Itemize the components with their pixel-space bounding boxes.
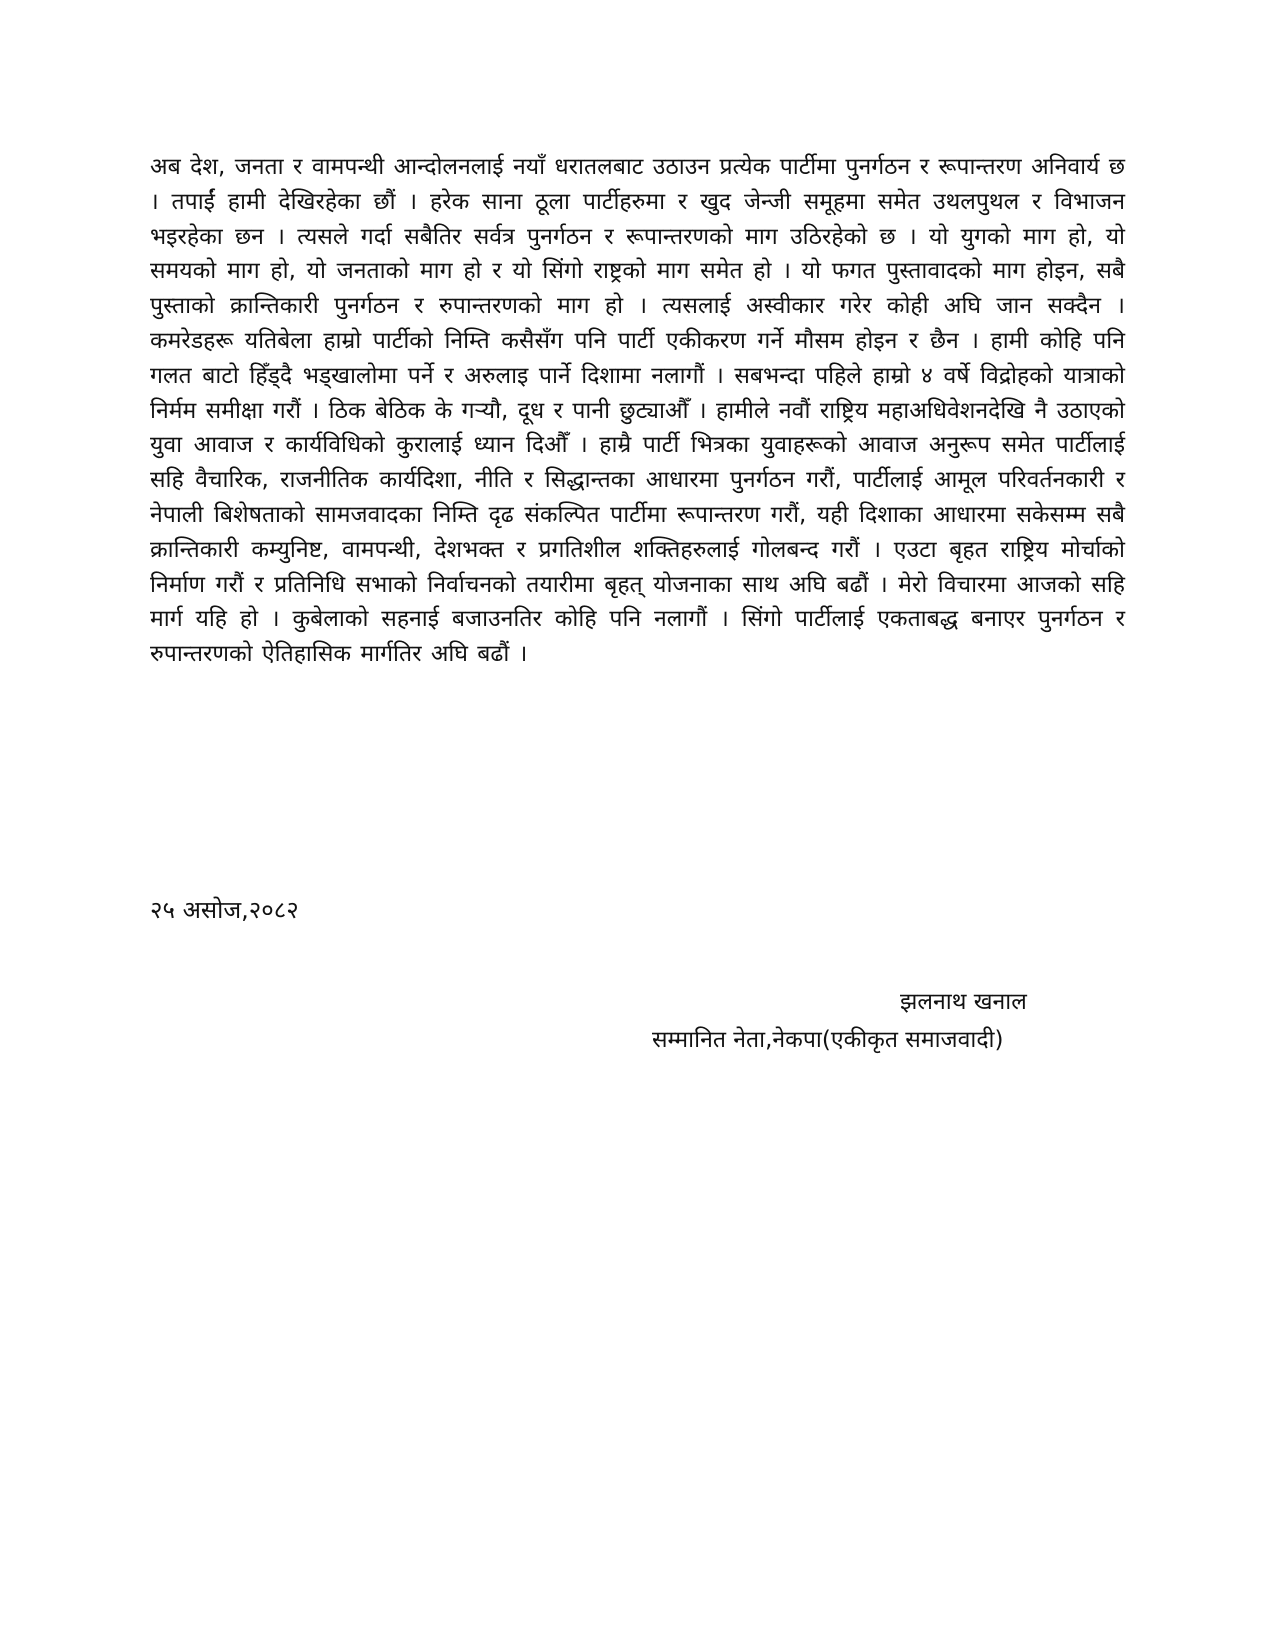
statement-date: २५ असोज,२०८२ bbox=[150, 896, 299, 924]
statement-body: अब देश, जनता र वामपन्थी आन्दोलनलाई नयाँ धरातलबाट उठाउन प्रत्येक पार्टीमा पुनर्गठन र रूपान्तरण अनिवार्य छ । तपाईं हामी देखिरहेका छौं । हरेक साना ठूला पार्टीहरुमा र खुद जेन्जी समूहमा समेत उथलपुथल र विभाजन भइरहेका छन । त्यसले गर्दा सबैतिर सर्वत्र पुनर्गठन र रूपान्तरणको माग उठिरहेको छ । यो युगको माग हो, यो समयको माग हो, यो जनताको माग हो र यो सिंगो राष्ट्रको माग समेत हो । यो फगत पुस्तावादको माग होइन, सबै पुस्ताको क्रान्तिकारी पुनर्गठन र रुपान्तरणको माग हो । त्यसलाई अस्वीकार गरेर कोही अघि जान सक्दैन । कमरेडहरू यतिबेला हाम्रो पार्टीको निम्ति कसैसँग पनि पार्टी एकीकरण गर्ने मौसम होइन र छैन । हामी कोहि पनि गलत बाटो हिँड्दै भड्खालोमा पर्ने र अरुलाइ पार्ने दिशामा नलागौं । सबभन्दा पहिले हाम्रो ४ वर्षे विद्रोहको यात्राको निर्मम समीक्षा गरौं । ठिक बेठिक के गर्‍यौ, दूध र पानी छुट्याऔँ । हामीले नवौं राष्ट्रिय महाअधिवेशनदेखि नै उठाएको युवा आवाज र कार्यविधिको कुरालाई ध्यान दिऔँ । हाम्रै पार्टी भित्रका युवाहरूको आवाज अनुरूप समेत पार्टीलाई सहि वैचारिक, राजनीतिक कार्यदिशा, नीति र सिद्धान्तका आधारमा पुनर्गठन गरौं, पार्टीलाई आमूल परिवर्तनकारी र नेपाली बिशेषताको सामजवादका निम्ति दृढ संकल्पित पार्टीमा रूपान्तरण गरौं, यही दिशाका आधारमा सकेसम्म सबै क्रान्तिकारी कम्युनिष्ट, वामपन्थी, देशभक्त र प्रगतिशील शक्तिहरुलाई गोलबन्द गरौं । एउटा बृहत राष्ट्रिय मोर्चाको निर्माण गरौं र प्रतिनिधि सभाको निर्वाचनको तयारीमा बृहत् योजनाका साथ अघि बढौं । मेरो विचारमा आजको सहि मार्ग यहि हो । कुबेलाको सहनाई बजाउनतिर कोहि पनि नलागौं । सिंगो पार्टीलाई एकताबद्ध बनाएर पुनर्गठन र रुपान्तरणको ऐतिहासिक मार्गतिर अघि बढौं । bbox=[150, 154, 1125, 668]
signatory-name: झलनाथ खनाल bbox=[900, 989, 1027, 1015]
signatory-title: सम्मानित नेता,नेकपा(एकीकृत समाजवादी) bbox=[652, 1027, 1004, 1053]
